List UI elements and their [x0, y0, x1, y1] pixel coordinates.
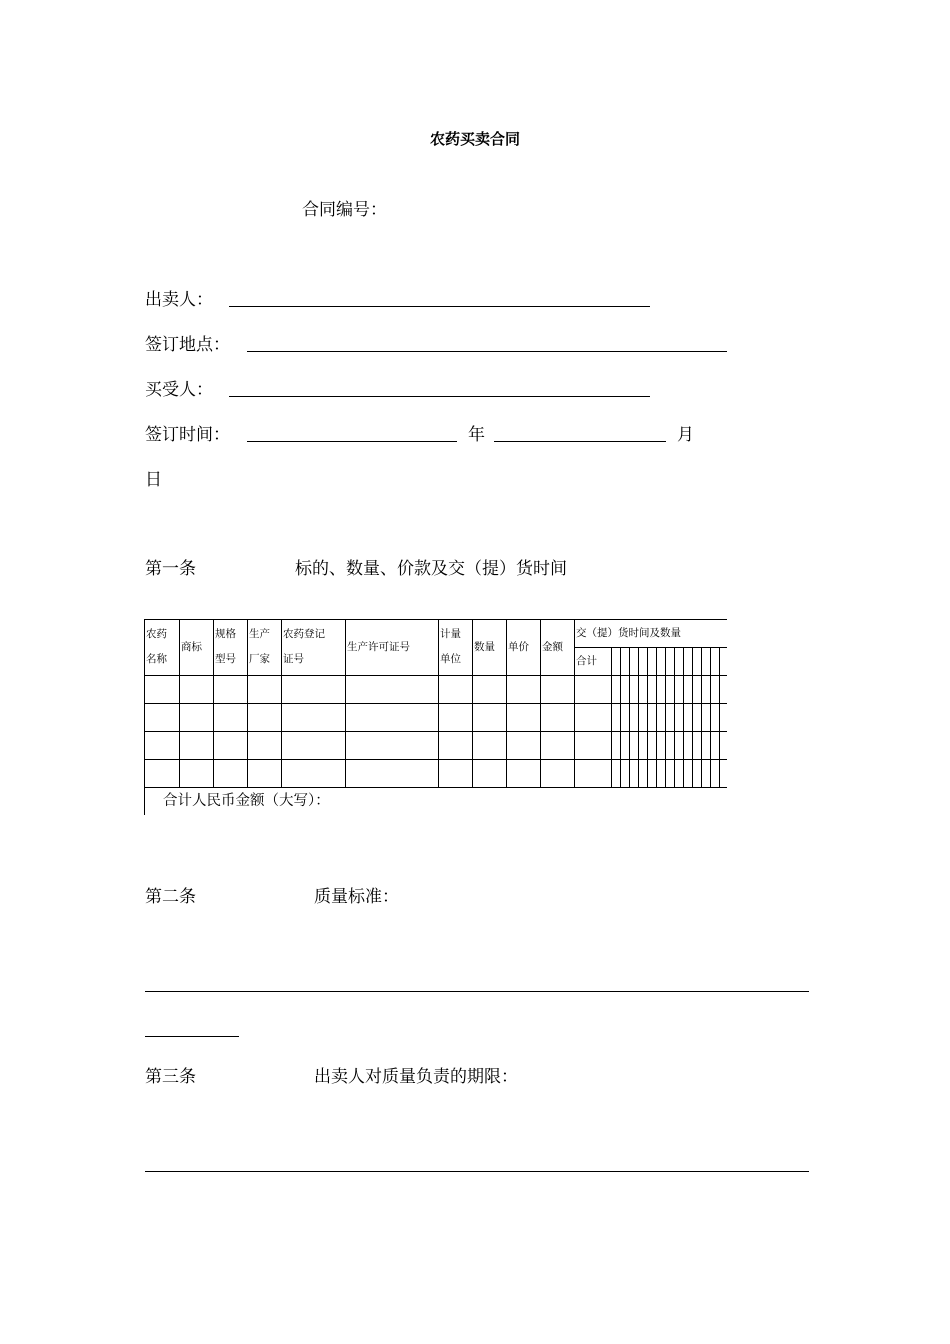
header-delivery: 交（提）货时间及数量 [576, 627, 681, 639]
page-title: 农药买卖合同 [429, 130, 520, 148]
article2-number: 第二条 [145, 887, 196, 907]
header-unit [440, 622, 461, 672]
quality-period-line[interactable] [145, 1171, 809, 1172]
header-unit-line2: 单位 [440, 653, 461, 665]
quality-standard-line2[interactable] [145, 1036, 239, 1037]
place-label: 签订地点： [145, 335, 230, 355]
time-label: 签订时间： [145, 425, 230, 445]
header-maker-line2: 厂家 [249, 653, 270, 665]
goods-table [144, 619, 727, 815]
header-name-line2: 名称 [146, 653, 167, 665]
article2-title: 质量标准： [314, 887, 399, 907]
header-price: 单价 [508, 641, 529, 653]
header-reg [283, 622, 325, 672]
header-license: 生产许可证号 [347, 641, 410, 653]
month-field[interactable] [494, 441, 666, 442]
article3-number: 第三条 [145, 1067, 196, 1087]
buyer-label: 买受人： [145, 380, 213, 400]
header-reg-line2: 证号 [283, 653, 304, 665]
header-unit-line1: 计量 [440, 628, 461, 640]
total-amount-label: 合计人民币金额（大写）： [163, 793, 330, 809]
buyer-field[interactable] [229, 396, 650, 397]
place-field[interactable] [247, 351, 727, 352]
header-name [146, 622, 167, 672]
header-subtotal: 合计 [576, 655, 597, 667]
header-name-line1: 农药 [146, 628, 167, 640]
header-spec-line2: 型号 [215, 653, 236, 665]
header-spec-line1: 规格 [215, 628, 236, 640]
quality-standard-line1[interactable] [145, 991, 809, 992]
header-amount: 金额 [542, 641, 563, 653]
article1-title: 标的、数量、价款及交（提）货时间 [295, 559, 567, 579]
header-qty: 数量 [474, 641, 495, 653]
seller-field[interactable] [229, 306, 650, 307]
article1-number: 第一条 [145, 559, 196, 579]
year-label: 年 [468, 425, 485, 445]
day-label: 日 [145, 470, 162, 490]
header-reg-line1: 农药登记 [283, 628, 325, 640]
contract-no-label: 合同编号： [302, 200, 387, 220]
header-spec [215, 622, 236, 672]
header-brand: 商标 [181, 641, 202, 653]
month-label: 月 [677, 425, 694, 445]
article3-title: 出卖人对质量负责的期限： [314, 1067, 518, 1087]
year-field[interactable] [247, 441, 457, 442]
header-maker-line1: 生产 [249, 628, 270, 640]
header-maker [249, 622, 270, 672]
seller-label: 出卖人： [145, 290, 213, 310]
